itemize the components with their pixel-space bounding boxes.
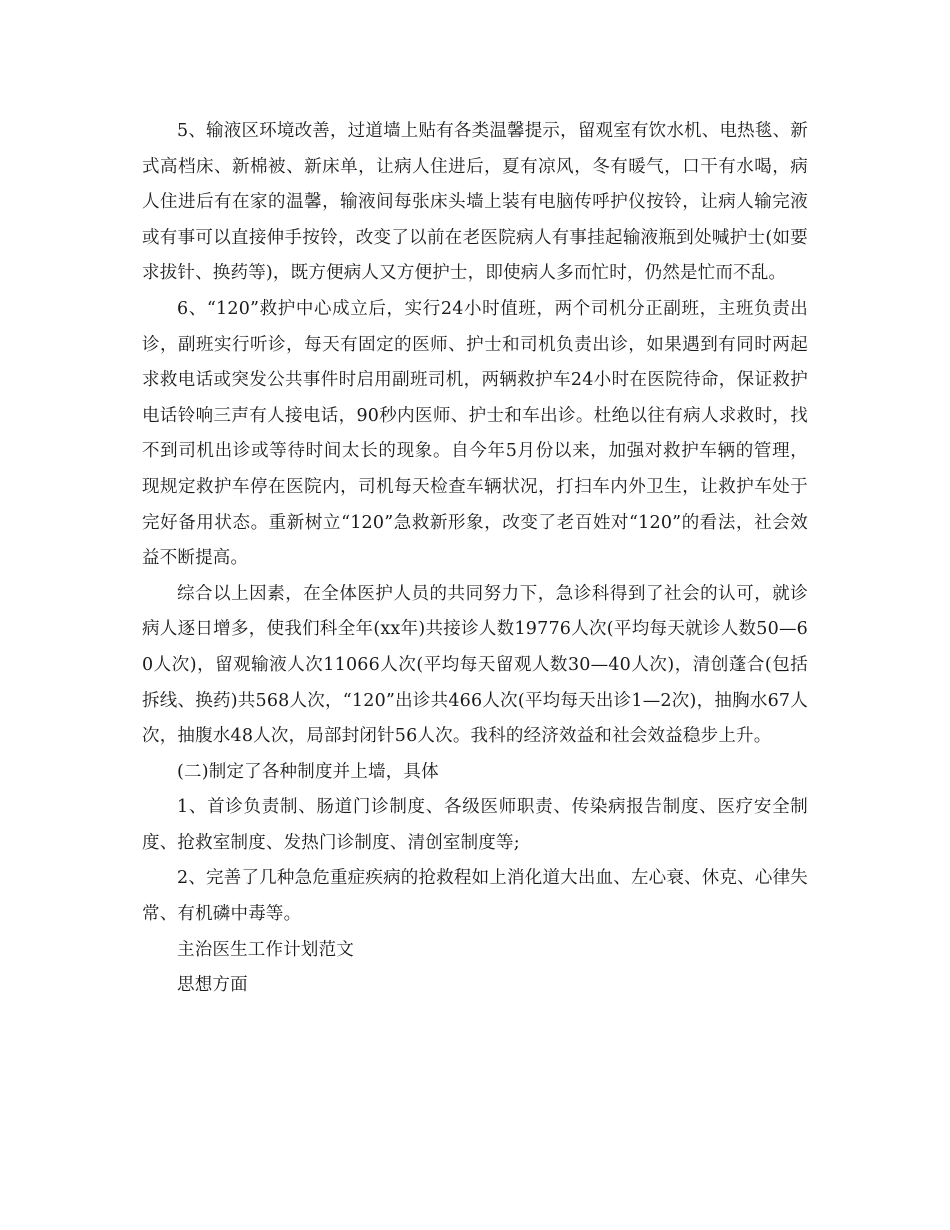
paragraph-rules-list-1: 1、首诊负责制、肠道门诊制度、各级医师职责、传染病报告制度、医疗安全制度、抢救室制度、发热门诊制度、清创室制度等; bbox=[142, 797, 808, 853]
paragraph-ambulance-center: 6、“120”救护中心成立后，实行24小时值班，两个司机分正副班，主班负责出诊，副班实行听诊，每天有固定的医师、护士和司机负责出诊，如果遇到有同时两起求救电话或突发公共事件时启用副班司机，两辆救护车24小时在医院待命，保证救护电话铃响三声有人接电话，90秒内医师、护士和车出诊。杜绝以往有病人求救时，找不到司机出诊或等待时间太长的现象。自今年5月份以来，加强对救护车辆的管理，现规定救护车停在医院内，司机每天检查车辆状况，打扫车内外卫生，让救护车处于完好备用状态。重新树立“120”急救新形象，改变了老百姓对“120”的看法，社会效益不断提高。 bbox=[142, 298, 808, 569]
paragraph-plan-title: 主治医生工作计划范文 bbox=[177, 939, 354, 960]
paragraph-infusion-area: 5、输液区环境改善，过道墙上贴有各类温馨提示，留观室有饮水机、电热毯、新式高档床、新棉被、新床单，让病人住进后，夏有凉风，冬有暖气，口干有水喝，病人住进后有在家的温馨，输液间每张床头墙上装有电脑传呼护仪按铃，让病人输完液或有事可以直接伸手按铃，改变了以前在老医院病人有事挂起输液瓶到处喊护士(如要求拔针、换药等)，既方便病人又方便护士，即使病人多而忙时，仍然是忙而不乱。 bbox=[142, 121, 808, 284]
document-body bbox=[142, 114, 808, 1004]
paragraph-annual-summary: 综合以上因素，在全体医护人员的共同努力下，急诊科得到了社会的认可，就诊病人逐日增多，使我们科全年(xx年)共接诊人数19776人次(平均每天就诊人数50—60人次)，留观输液人次11066人次(平均每天留观人数30—40人次)，清创蓬合(包括拆线、换药)共568人次，“120”出诊共466人次(平均每天出诊1—2次)，抽胸水67人次，抽腹水48人次，局部封闭针56人次。我科的经济效益和社会效益稳步上升。 bbox=[142, 583, 808, 747]
paragraph-section-heading-rules: (二)制定了各种制度并上墙，具体 bbox=[177, 761, 439, 782]
paragraph-rules-list-2: 2、完善了几种急危重症疾病的抢救程如上消化道大出血、左心衰、休克、心律失常、有机磷中毒等。 bbox=[142, 868, 808, 925]
paragraph-thought-heading: 思想方面 bbox=[177, 975, 248, 996]
